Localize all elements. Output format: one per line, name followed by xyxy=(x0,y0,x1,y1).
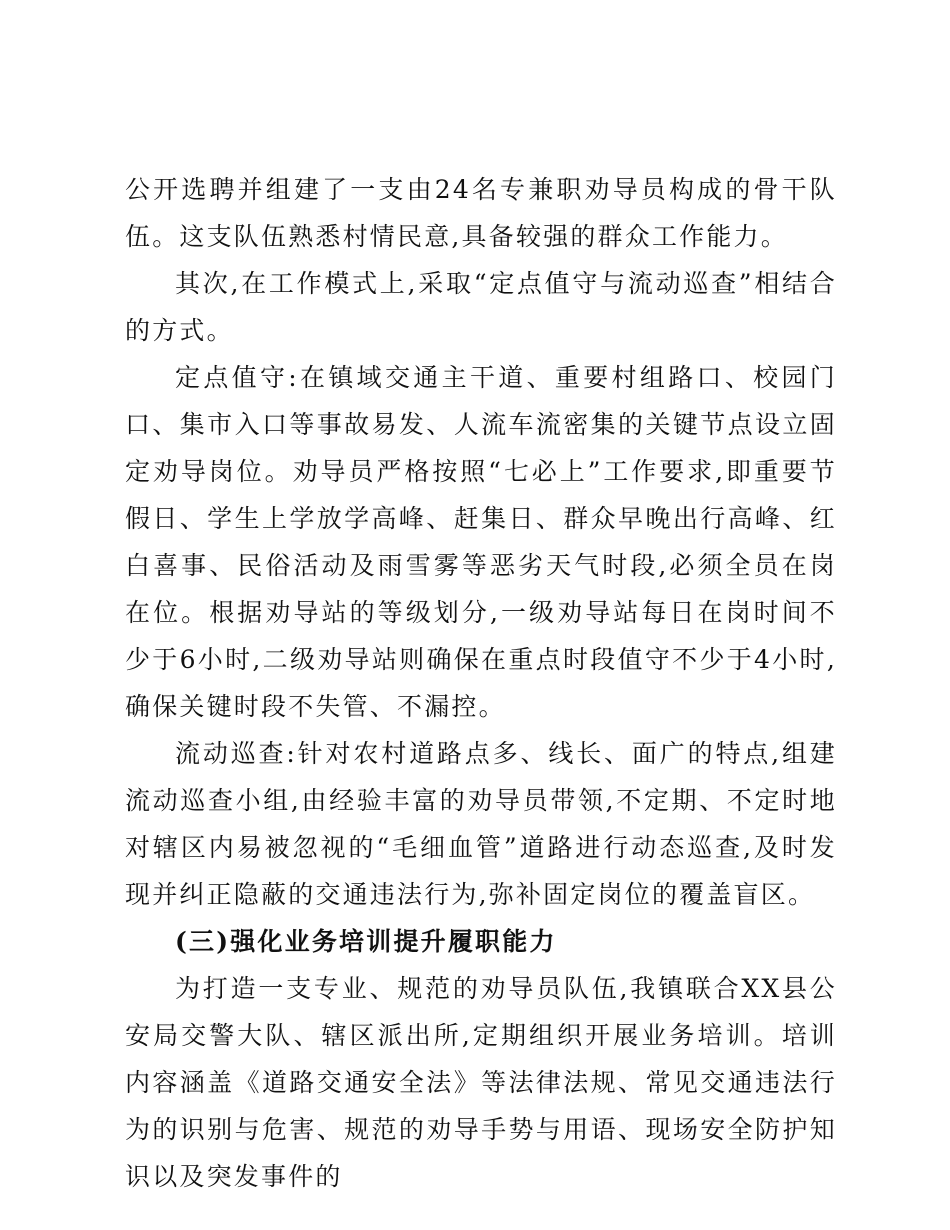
paragraph-training: 为打造一支专业、规范的劝导员队伍,我镇联合XX县公安局交警大队、辖区派出所,定期组织开展业务培训。培训内容涵盖《道路交通安全法》等法律法规、常见交通违法行为的识别与危害、规范的劝导手势与用语、现场安全防护知识以及突发事件的 xyxy=(125,974,837,1191)
paragraph-fixed-post: 定点值守:在镇域交通主干道、重要村组路口、校园门口、集市入口等事故易发、人流车流密集的关键节点设立固定劝导岗位。劝导员严格按照“七必上”工作要求,即重要节假日、学生上学放学高峰、赶集日、群众早晚出行高峰、红白喜事、民俗活动及雨雪雾等恶劣天气时段,必须全员在岗在位。根据劝导站的等级划分,一级劝导站每日在岗时间不少于6小时,二级劝导站则确保在重点时段值守不少于4小时,确保关键时段不失管、不漏控。 xyxy=(125,363,837,721)
section-heading-training: (三)强化业务培训提升履职能力 xyxy=(175,927,557,956)
document-body xyxy=(125,166,837,1200)
paragraph-continuation: 公开选聘并组建了一支由24名专兼职劝导员构成的骨干队伍。这支队伍熟悉村情民意,具备较强的群众工作能力。 xyxy=(125,175,837,251)
paragraph-work-mode: 其次,在工作模式上,采取“定点值守与流动巡查”相结合的方式。 xyxy=(125,269,837,345)
paragraph-mobile-patrol: 流动巡查:针对农村道路点多、线长、面广的特点,组建流动巡查小组,由经验丰富的劝导员带领,不定期、不定时地对辖区内易被忽视的“毛细血管”道路进行动态巡查,及时发现并纠正隐蔽的交通违法行为,弥补固定岗位的覆盖盲区。 xyxy=(125,739,837,909)
